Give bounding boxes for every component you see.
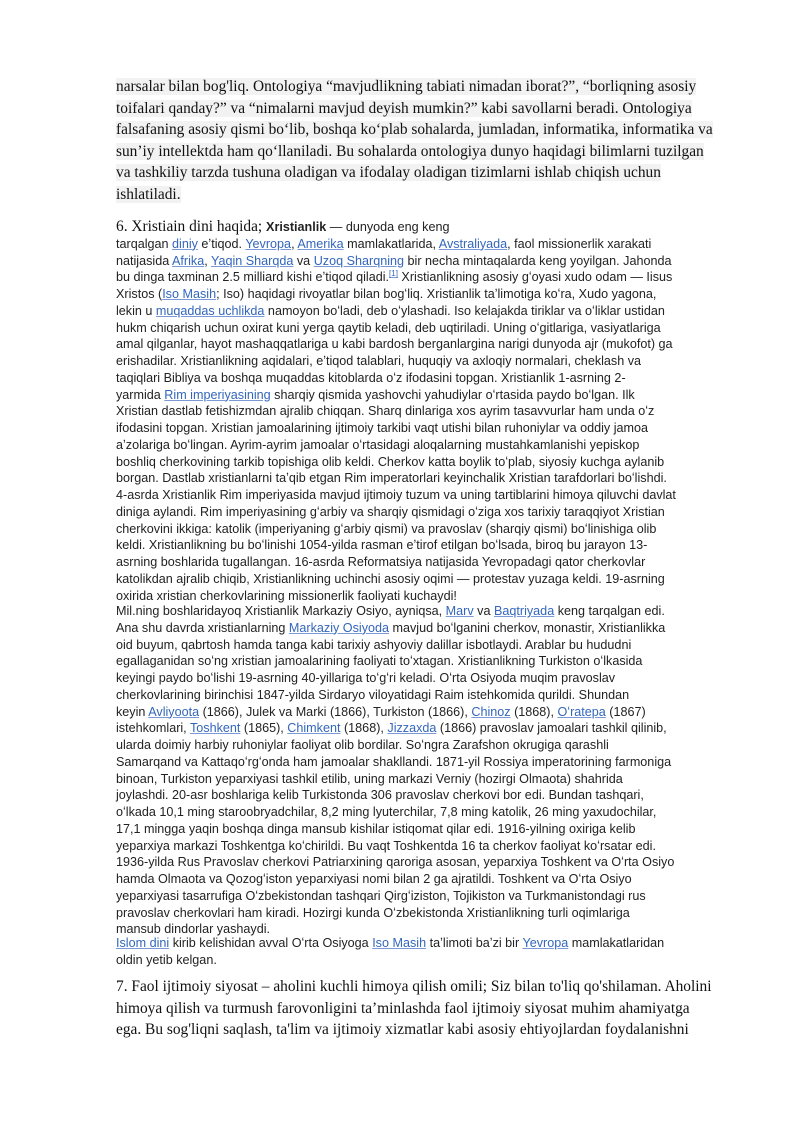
wiki-link[interactable]: Avstraliyada [438, 236, 508, 251]
text-line [116, 821, 744, 838]
wiki-link[interactable]: Toshkent [189, 721, 241, 736]
text-line [116, 387, 744, 404]
text-line [116, 588, 744, 605]
wiki-link[interactable]: Yaqin Sharqda [211, 253, 294, 268]
text-run: (1866) pravoslav jamoalari tashkil qilinib, [436, 721, 667, 736]
text-run: Samarqand va Kattaqoʻrgʻonda ham jamoalar shakllandi. 1871-yil Rossiya imperatorining farmoniga [116, 754, 672, 769]
wiki-link[interactable]: Markaziy Osiyoda [288, 620, 390, 635]
text-line: va tashkiliy tarzda tushuna oladigan va ifodalay oladigan tizimlarni ishlab chiqish uchun [116, 164, 661, 182]
text-line [116, 303, 744, 320]
text-run: , [204, 253, 211, 268]
text-run: mavjud boʻlganini cherkov, monastir, Xristianlikka [389, 620, 666, 635]
wiki-link[interactable]: Chinoz [471, 704, 511, 719]
text-run: keldi. Xristianlikning bu boʻlinishi 1054-yilda rasman eʼtirof etilgan boʻlsada, biroq bu jarayon 13- [116, 538, 648, 553]
text-line [116, 888, 744, 905]
text-line [116, 286, 744, 303]
wiki-link[interactable]: Avliyoota [148, 704, 200, 719]
text-run: yarmida [116, 387, 165, 402]
text-line [116, 871, 744, 888]
text-run: 17,1 mingga yaqin boshqa dinga mansub kishilar istiqomat qilar edi. 1916-yilning oxiriga kelib [116, 821, 636, 836]
text-run: erishadilar. Xristianlikning aqidalari, eʼtiqod talablari, huquqiy va axloqiy normalari, cheklash va [116, 354, 642, 368]
text-line [116, 353, 744, 370]
text-line [116, 537, 744, 554]
islam-paragraph [116, 935, 744, 969]
text-run: — dunyoda eng keng [326, 220, 450, 234]
text-run: egallaganidan soʻng xristian jamoalarining faoliyati toʻxtagan. Xristianlikning Turkiston oʻlkasida [116, 654, 643, 669]
text-line: sunʼiy intellektda ham qoʻllaniladi. Bu sohalarda ontologiya dunyo haqidagi bilimlarni tuzilgan [116, 142, 704, 160]
social-policy-paragraph [116, 976, 744, 1041]
text-line [116, 454, 744, 471]
wiki-link[interactable]: Iso Masih [162, 287, 217, 301]
text-line [116, 571, 744, 588]
text-line [116, 720, 744, 737]
text-run: va [473, 604, 494, 618]
wiki-link[interactable]: Islom dini [116, 936, 170, 950]
text-run: lekin u [116, 303, 156, 318]
text-run: ularda doimiy harbiy ruhoniylar faoliyat olib bordilar. Soʻngra Zarafshon okrugiga qarashli [116, 738, 609, 752]
wiki-link[interactable]: Yevropa [245, 236, 292, 251]
text-run: taʼlimoti baʼzi bir [426, 936, 523, 950]
text-run: oxirida xristian cherkovlarining missionerlik faoliyati kuchaydi! [116, 588, 457, 603]
text-line [116, 236, 744, 253]
text-line [116, 854, 744, 871]
wiki-link[interactable]: Rim imperiyasining [164, 387, 271, 402]
text-line [116, 905, 744, 922]
text-run: (1868), [340, 721, 388, 736]
text-line: himoya qilish va turmush farovonligini ta’minlashda faol ijtimoiy siyosat muhim ahamiyatga [116, 999, 690, 1017]
text-run: oʻlkada 10,1 ming staroobryadchilar, 8,2 ming lyuterchilar, 7,8 ming katolik, 26 ming yaxudochilar, [116, 805, 657, 819]
text-run: pravoslav cherkovlari ham kiradi. Hozirgi kunda Oʻzbekistonda Xristianlikning turli oqimlariga [116, 905, 630, 920]
wiki-link[interactable]: muqaddas uchlikda [155, 303, 265, 318]
text-run: bir necha mintaqalarda keng yoyilgan. Jahonda [404, 253, 672, 268]
text-run: (1865), [240, 721, 288, 736]
central-asia-paragraph [116, 603, 744, 938]
text-run: bu dinga taxminan 2.5 milliard kishi eʼtiqod qiladi. [116, 270, 390, 285]
text-run: asrning boshlarida tugallangan. 16-asrda Reformatsiya natijasida Yevropadagi qator cherkovlar [116, 555, 646, 569]
text-line: falsafaning asosiy qismi boʻlib, boshqa koʻplab sohalarda, jumladan, informatika, informatika va [116, 121, 713, 139]
text-run: katolikdan ajralib chiqib, Xristianlikning uchinchi asosiy oqimi — protestav yuzaga keldi. 19-asrning [116, 571, 665, 586]
text-line [116, 670, 744, 687]
text-line [116, 603, 744, 620]
text-run: eʼtiqod. [197, 236, 246, 251]
text-run: istehkomlari, [116, 721, 190, 736]
wiki-link[interactable]: Jizzaxda [387, 721, 437, 736]
text-line: narsalar bilan bog'liq. Ontologiya “mavjudlikning tabiati nimadan iborat?”, “borliqning asosiy [116, 78, 697, 95]
text-run: yeparxiya markazi Toshkentga koʻchirildi. Bu vaqt Toshkentda 16 ta cherkov faoliyat koʻrsatar edi. [116, 838, 656, 853]
text-run: taqiqlari Bibliya va boshqa muqaddas kitoblarda oʻz ifodasini topgan. Xristianlik 1-asrning 2- [116, 370, 626, 385]
text-line [116, 336, 744, 353]
text-line [116, 370, 744, 387]
text-line [116, 687, 744, 704]
text-run: oid buyum, qabrtosh hamda tanga kabi tarixiy ashyoviy dalillar isbotlaydi. Arablar bu hududni [116, 637, 632, 652]
text-run: Xristianlikning asosiy gʻoyasi xudo odam — Iisus [397, 270, 673, 285]
text-run: kirib kelishidan avval Oʻrta Osiyoga [169, 936, 373, 950]
text-line: 7. Faol ijtimoiy siyosat – aholini kuchli himoya qilish omili; Siz bilan to'liq qo'shilaman. Aholini [116, 978, 712, 995]
text-run: tarqalgan [116, 236, 173, 251]
wiki-link[interactable]: Oʻratepa [557, 704, 606, 719]
text-run: Ana shu davrda xristianlarning [116, 620, 289, 635]
wiki-link[interactable]: Iso Masih [372, 936, 427, 950]
footnote-ref[interactable]: [1] [389, 269, 398, 279]
wiki-link[interactable]: Baqtriyada [493, 604, 555, 618]
text-run: ifodasini topgan. Xristian jamoalarining ijtimoiy tarkibi vaqt utishi bilan ruhoniylar va oddiy jamoa [116, 421, 649, 435]
text-run: hamda Olmaota va Qozogʻiston yeparxiyasi nomi bilan 2 ga ajratildi. Toshkent va Oʻrta Osiyo [116, 872, 632, 886]
text-line [116, 704, 744, 721]
text-line [116, 771, 744, 788]
text-line [116, 403, 744, 420]
text-run: binoan, Turkiston yeparxiyasi tashkil etilib, uning markazi Verniy (hozirgi Olmaota) shahrida [116, 771, 623, 786]
christianity-paragraph [116, 219, 744, 604]
text-run: keyingi paydo boʻlishi 19-asrning 40-yillariga toʻgʻri keladi. Oʻrta Osiyoda muqim pravoslav [116, 671, 616, 685]
text-run: Xristos ( [116, 287, 163, 301]
wiki-link[interactable]: Marv [445, 604, 474, 618]
text-run: mamlakatlaridan [568, 936, 665, 950]
ontology-paragraph [116, 76, 736, 206]
text-run: 1936-yilda Rus Pravoslav cherkovi Patriarxining qaroriga asosan, yeparxiya Toshkent va Oʻrta Osiyo [116, 855, 675, 870]
text-run: amal qilganlar, hayot mashaqqatlariga u kabi bardosh berganlargina narigi dunyoda ajr (mukofot) ga [116, 337, 673, 352]
text-line [116, 637, 744, 654]
text-line [116, 269, 744, 286]
text-run: (1868), [510, 704, 558, 719]
text-run: cherkovini ikkiga: katolik (imperiyaning gʻarbiy qismi) va pravoslav (sharqiy qismi) boʻlinishiga olib [116, 521, 657, 536]
section-heading: 6. Xristiain dini haqida; [116, 218, 267, 235]
text-line [116, 253, 744, 270]
wiki-link[interactable]: Uzoq Sharqning [313, 253, 405, 268]
text-line [116, 554, 744, 571]
text-line [116, 754, 744, 771]
term-bold: Xristianlik [266, 220, 327, 234]
wiki-link[interactable]: Chimkent [287, 721, 341, 736]
wiki-link[interactable]: Amerika [297, 236, 344, 251]
text-run: mansub dindorlar yashaydi. [116, 922, 271, 937]
text-line [116, 620, 744, 637]
text-line [116, 521, 744, 538]
text-run: boshliq cherkovining tarkib topishiga olib keldi. Cherkov katta boylik toʻplab, siyosiy kuchga aylanib [116, 454, 665, 469]
text-run: ; Iso) haqidagi rivoyatlar bilan bogʻliq. Xristianlik taʼlimotiga koʻra, Xudo yagona, [216, 287, 657, 301]
text-run: 4-asrda Xristianlik Rim imperiyasida mavjud ijtimoiy tuzum va uning tartiblarini himoya qiluvchi davlat [116, 488, 676, 502]
text-line [116, 437, 744, 454]
text-run: aʼzolariga boʻlingan. Ayrim-ayrim jamoalar oʻrtasidagi aloqalarning mustahkamlanishi yepiskop [116, 437, 640, 452]
text-line [116, 219, 744, 236]
text-run: keyin [116, 704, 149, 719]
text-run: namoyon boʻladi, deb oʻylashadi. Iso kelajakda tiriklar va oʻliklar ustidan [264, 303, 665, 318]
text-line [116, 787, 744, 804]
text-run: cherkovlarining birinchisi 1847-yilda Sirdaryo viloyatidagi Raim istehkomida qurildi. Shundan [116, 687, 630, 702]
text-run: oldin yetib kelgan. [116, 952, 217, 967]
wiki-link[interactable]: Yevropa [522, 936, 569, 950]
text-run: sharqiy qismida yashovchi yahudiylar oʻrtasida paydo boʻlgan. Ilk [270, 387, 635, 402]
text-line [116, 420, 744, 437]
text-line [116, 487, 744, 504]
text-run: yeparxiyasi tasarrufiga Oʻzbekistondan tashqari Qirgʻiziston, Tojikiston va Turkmanistondagi rus [116, 888, 646, 903]
text-run: Xristian dastlab fetishizmdan ajralib chiqqan. Sharq dinlariga xos ayrim tasavvurlar ham unda oʻz [116, 404, 655, 419]
text-run: , [291, 236, 298, 251]
wiki-link[interactable]: Afrika [172, 253, 205, 268]
text-line: ishlatiladi. [116, 185, 181, 203]
text-run: (1866), Julek va Marki (1866), Turkiston (1866), [199, 704, 472, 719]
text-line [116, 470, 744, 487]
text-line [116, 653, 744, 670]
text-line [116, 838, 744, 855]
text-run: va [293, 253, 314, 268]
text-line: ega. Bu sog'liqni saqlash, ta'lim va ijtimoiy xizmatlar kabi asosiy ehtiyojlardan foydalanishni [116, 1021, 689, 1039]
text-run: Mil.ning boshlaridayoq Xristianlik Markaziy Osiyo, ayniqsa, [116, 604, 446, 618]
text-line [116, 935, 744, 952]
text-line [116, 952, 744, 969]
text-line [116, 737, 744, 754]
text-line [116, 504, 744, 521]
text-run: (1867) [605, 704, 646, 719]
text-line: toifalari qanday?” va “nimalarni mavjud deyish mumkin?” kabi savollarni beradi. Ontologiya [116, 99, 692, 117]
wiki-link[interactable]: diniy [172, 236, 198, 251]
text-line [116, 320, 744, 337]
text-run: mamlakatlarida, [343, 236, 439, 251]
text-run: joylashdi. 20-asr boshlariga kelib Turkistonda 306 pravoslav cherkovi bor edi. Bundan tashqari, [116, 788, 644, 803]
text-line [116, 804, 744, 821]
text-run: natijasida [116, 253, 173, 268]
text-run: borgan. Dastlab xristianlarni taʼqib etgan Rim imperatorlari keyinchalik Xristian tarafdorlari boʻlishdi. [116, 471, 667, 486]
text-run: hukm chiqarish uchun oxirat kuni yerga qaytib keladi, deb uqtiriladi. Uning oʻgitlariga, vasiyatlariga [116, 320, 661, 335]
text-run: keng tarqalgan edi. [554, 604, 665, 618]
text-run: diniga aylandi. Rim imperiyasining gʻarbiy va sharqiy qismidagi oʻziga xos tarixiy taraqqiyot Xristian [116, 504, 665, 519]
text-run: , faol missionerlik xarakati [507, 236, 652, 251]
